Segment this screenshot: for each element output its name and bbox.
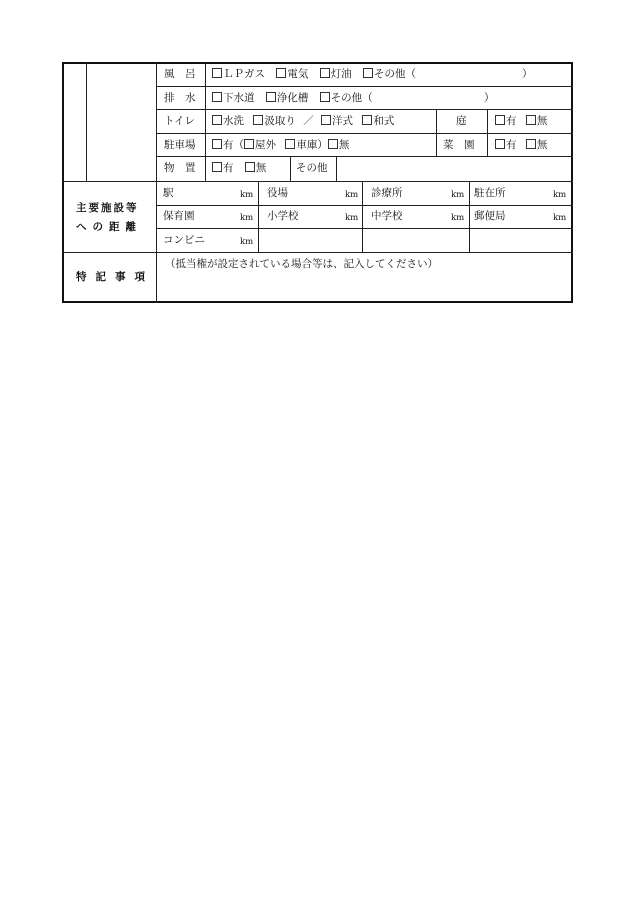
slash-separator: ／ xyxy=(303,115,314,127)
column-divider xyxy=(436,109,437,156)
checkbox[interactable] xyxy=(276,68,286,78)
column-divider xyxy=(290,156,291,181)
column-divider xyxy=(205,62,206,181)
option-label: ＬＰガス xyxy=(223,68,265,80)
column-divider xyxy=(487,109,488,156)
saien-label: 菜 園 xyxy=(443,139,475,151)
haisui-options xyxy=(212,92,373,105)
checkbox[interactable] xyxy=(328,139,338,149)
option-label: 有（ xyxy=(223,139,244,151)
checkbox[interactable] xyxy=(495,115,505,125)
checkbox[interactable] xyxy=(212,139,222,149)
facility-name: 郵便局 xyxy=(474,210,506,222)
parking-options xyxy=(212,139,349,152)
facility-unit: km xyxy=(451,190,465,200)
section-divider xyxy=(62,252,573,253)
checkbox[interactable] xyxy=(526,139,536,149)
option-label: 車庫） xyxy=(296,139,328,151)
option-label: 洋式 xyxy=(332,115,354,127)
storage-options xyxy=(212,162,266,175)
facility-unit: km xyxy=(553,190,567,200)
option-label: 浄化槽 xyxy=(276,92,309,104)
facility-unit: km xyxy=(345,213,359,223)
checkbox[interactable] xyxy=(285,139,295,149)
niwa-label: 庭 xyxy=(456,115,467,127)
option-label: その他（ xyxy=(374,68,417,80)
checkbox[interactable] xyxy=(495,139,505,149)
haisui-close-paren: ） xyxy=(484,92,495,104)
facility-unit: km xyxy=(553,213,567,223)
facility-unit: km xyxy=(240,190,254,200)
property-details-form xyxy=(62,62,573,303)
remarks-note: （抵当権が設定されている場合等は、記入してください） xyxy=(165,258,438,270)
facility-name: コンビニ xyxy=(163,234,205,246)
option-label: 電気 xyxy=(287,68,309,80)
checkbox[interactable] xyxy=(244,139,254,149)
row-divider xyxy=(156,156,573,157)
checkbox[interactable] xyxy=(320,68,330,78)
row-divider xyxy=(156,228,573,229)
facility-name: 診療所 xyxy=(371,187,403,199)
facility-name: 役場 xyxy=(267,187,288,199)
option-label: 和式 xyxy=(373,115,395,127)
furo-close-paren: ） xyxy=(522,68,533,80)
column-divider xyxy=(469,181,470,252)
checkbox[interactable] xyxy=(362,115,372,125)
checkbox[interactable] xyxy=(212,68,222,78)
facility-unit: km xyxy=(345,190,359,200)
option-label: 無 xyxy=(338,139,350,151)
distance-section-label-line1: 主要施設等 xyxy=(76,202,139,214)
toilet-label: トイレ xyxy=(164,115,195,127)
distance-section-label-line2: への距離 xyxy=(76,221,142,233)
option-label: 水洗 xyxy=(223,115,244,127)
option-label: 無 xyxy=(536,139,548,151)
option-label: その他（ xyxy=(330,92,373,104)
option-label: 無 xyxy=(536,115,548,127)
column-divider xyxy=(362,181,363,252)
checkbox[interactable] xyxy=(320,92,330,102)
option-label: 下水道 xyxy=(223,92,255,104)
facility-unit: km xyxy=(451,213,465,223)
row-divider xyxy=(156,86,573,87)
option-label: 無 xyxy=(255,162,267,174)
section-divider xyxy=(62,181,573,182)
checkbox[interactable] xyxy=(253,115,263,125)
haisui-label: 排 水 xyxy=(164,92,196,104)
facility-name: 駐在所 xyxy=(474,187,506,199)
column-divider xyxy=(86,62,87,181)
option-label: 汲取り xyxy=(264,115,296,127)
checkbox[interactable] xyxy=(212,92,222,102)
furo-label: 風 呂 xyxy=(164,68,196,80)
facility-name: 駅 xyxy=(163,187,174,199)
column-divider xyxy=(156,62,157,303)
facility-name: 中学校 xyxy=(371,210,403,222)
niwa-options xyxy=(495,115,547,128)
parking-label: 駐車場 xyxy=(164,139,196,151)
facility-unit: km xyxy=(240,237,254,247)
facility-name: 小学校 xyxy=(267,210,299,222)
row-divider xyxy=(156,109,573,110)
option-label: 屋外 xyxy=(255,139,276,151)
column-divider xyxy=(336,156,337,181)
checkbox[interactable] xyxy=(245,162,255,172)
saien-options xyxy=(495,139,547,152)
storage-label: 物 置 xyxy=(164,162,196,174)
option-label: 有 xyxy=(506,115,517,127)
storage-other-label: その他 xyxy=(296,162,328,174)
checkbox[interactable] xyxy=(212,115,222,125)
checkbox[interactable] xyxy=(526,115,536,125)
option-label: 有 xyxy=(506,139,517,151)
row-divider xyxy=(156,133,573,134)
checkbox[interactable] xyxy=(321,115,331,125)
remarks-label: 特記事項 xyxy=(76,271,154,283)
facility-unit: km xyxy=(240,213,254,223)
furo-options xyxy=(212,68,416,81)
option-label: 灯油 xyxy=(330,68,352,80)
row-divider xyxy=(156,205,573,206)
checkbox[interactable] xyxy=(363,68,373,78)
facility-name: 保育園 xyxy=(163,210,195,222)
checkbox[interactable] xyxy=(266,92,276,102)
toilet-options xyxy=(212,115,394,128)
column-divider xyxy=(258,181,259,252)
option-label: 有 xyxy=(223,162,234,174)
checkbox[interactable] xyxy=(212,162,222,172)
